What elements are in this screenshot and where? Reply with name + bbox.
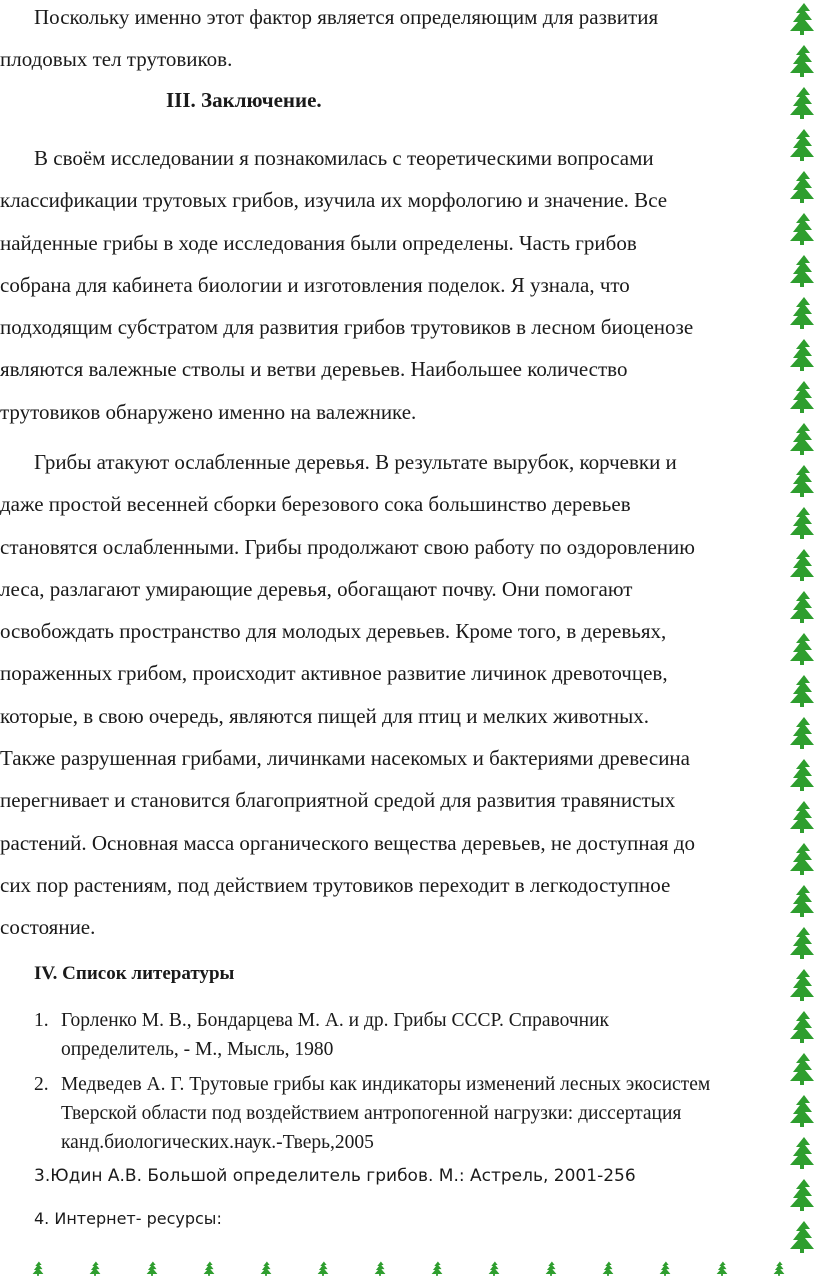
section-heading-references: IV. Список литературы: [34, 963, 235, 984]
text-line: растений. Основная масса органического вещества деревьев, не доступная до: [0, 830, 696, 855]
text-line: подходящим субстратом для развития грибов трутовиков в лесном биоценозе: [0, 315, 694, 340]
text-line: трутовиков обнаружено именно на валежнике.: [0, 399, 417, 424]
tree-icon: [199, 1261, 219, 1284]
text-line: 3.Юдин А.В. Большой определитель грибов. М.: Астрель, 2001-256: [34, 1166, 636, 1186]
tree-icon: [85, 1261, 105, 1284]
tree-icon: [790, 926, 814, 971]
tree-icon: [790, 422, 814, 467]
tree-icon: [541, 1261, 561, 1284]
intro-paragraph: [0, 0, 800, 81]
tree-icon: [790, 338, 814, 383]
text-line: канд.биологических.наук.-Тверь,2005: [61, 1132, 374, 1153]
text-line: найденные грибы в ходе исследования были определены. Часть грибов: [0, 230, 637, 255]
text-line: классификации трутовых грибов, изучила их морфологию и значение. Все: [0, 188, 668, 213]
tree-icon: [790, 44, 814, 89]
section-heading-conclusion: III. Заключение.: [166, 88, 322, 112]
text-line: которые, в свою очередь, являются пищей для птиц и мелких животных.: [0, 703, 650, 728]
tree-icon: [427, 1261, 447, 1284]
conclusion-paragraph-1: [0, 137, 800, 433]
tree-icon: [790, 380, 814, 425]
decorative-tree-border-bottom: [0, 1257, 800, 1279]
tree-icon: [370, 1261, 390, 1284]
tree-icon: [790, 800, 814, 845]
text-line: 4. Интернет- ресурсы:: [34, 1209, 222, 1228]
text-line: даже простой весенней сборки березового сока большинство деревьев: [0, 492, 631, 517]
text-line: определитель, - М., Мысль, 1980: [61, 1039, 334, 1060]
tree-icon: [790, 506, 814, 551]
tree-icon: [790, 632, 814, 677]
tree-icon: [769, 1261, 789, 1284]
tree-icon: [256, 1261, 276, 1284]
tree-icon: [28, 1261, 48, 1284]
tree-icon: [790, 1136, 814, 1181]
tree-icon: [790, 968, 814, 1013]
decorative-tree-border-right: [780, 0, 816, 1279]
text-line: становятся ослабленными. Грибы продолжают свою работу по оздоровлению: [0, 534, 695, 559]
text-line: сих пор растениям, под действием трутовиков переходит в легкодоступное: [0, 872, 671, 897]
tree-icon: [790, 590, 814, 635]
tree-icon: [790, 2, 814, 47]
text-line: перегнивает и становится благоприятной средой для развития травянистых: [0, 788, 676, 813]
tree-icon: [655, 1261, 675, 1284]
tree-icon: [790, 842, 814, 887]
text-line: Тверской области под воздействием антропогенной нагрузки: диссертация: [61, 1103, 682, 1124]
text-line: Медведев А. Г. Трутовые грибы как индикаторы изменений лесных экосистем: [61, 1074, 711, 1095]
text-line: В своём исследовании я познакомилась с теоретическими вопросами: [34, 146, 654, 170]
text-line: плодовых тел трутовиков.: [0, 47, 233, 72]
tree-icon: [790, 464, 814, 509]
tree-icon: [790, 884, 814, 929]
tree-icon: [790, 548, 814, 593]
text-line: леса, разлагают умирающие деревья, обогащают почву. Они помогают: [0, 576, 633, 601]
text-line: являются валежные стволы и ветви деревьев. Наибольшее количество: [0, 357, 628, 382]
text-line: собрана для кабинета биологии и изготовления поделок. Я узнала, что: [0, 272, 630, 297]
text-line: Поскольку именно этот фактор является определяющим для развития: [34, 5, 659, 29]
conclusion-paragraph-2: [0, 441, 800, 949]
reference-number: 1.: [34, 1010, 49, 1031]
tree-icon: [790, 128, 814, 173]
tree-icon: [790, 86, 814, 131]
text-line: состояние.: [0, 915, 96, 940]
text-line: Грибы атакуют ослабленные деревья. В результате вырубок, корчевки и: [34, 450, 677, 474]
tree-icon: [790, 1010, 814, 1055]
tree-icon: [790, 716, 814, 761]
tree-icon: [142, 1261, 162, 1284]
tree-icon: [790, 674, 814, 719]
tree-icon: [790, 296, 814, 341]
text-line: Горленко М. В., Бондарцева М. А. и др. Грибы СССР. Справочник: [61, 1010, 610, 1031]
tree-icon: [790, 170, 814, 215]
text-line: Также разрушенная грибами, личинками насекомых и бактериями древесина: [0, 746, 690, 771]
reference-number: 2.: [34, 1074, 49, 1095]
text-line: пораженных грибом, происходит активное развитие личинок древоточцев,: [0, 661, 668, 686]
tree-icon: [313, 1261, 333, 1284]
tree-icon: [790, 254, 814, 299]
tree-icon: [790, 1094, 814, 1139]
tree-icon: [790, 1052, 814, 1097]
tree-icon: [484, 1261, 504, 1284]
text-line: освобождать пространство для молодых деревьев. Кроме того, в деревьях,: [0, 619, 667, 644]
tree-icon: [790, 212, 814, 257]
tree-icon: [712, 1261, 732, 1284]
tree-icon: [598, 1261, 618, 1284]
tree-icon: [790, 1178, 814, 1223]
tree-icon: [790, 758, 814, 803]
